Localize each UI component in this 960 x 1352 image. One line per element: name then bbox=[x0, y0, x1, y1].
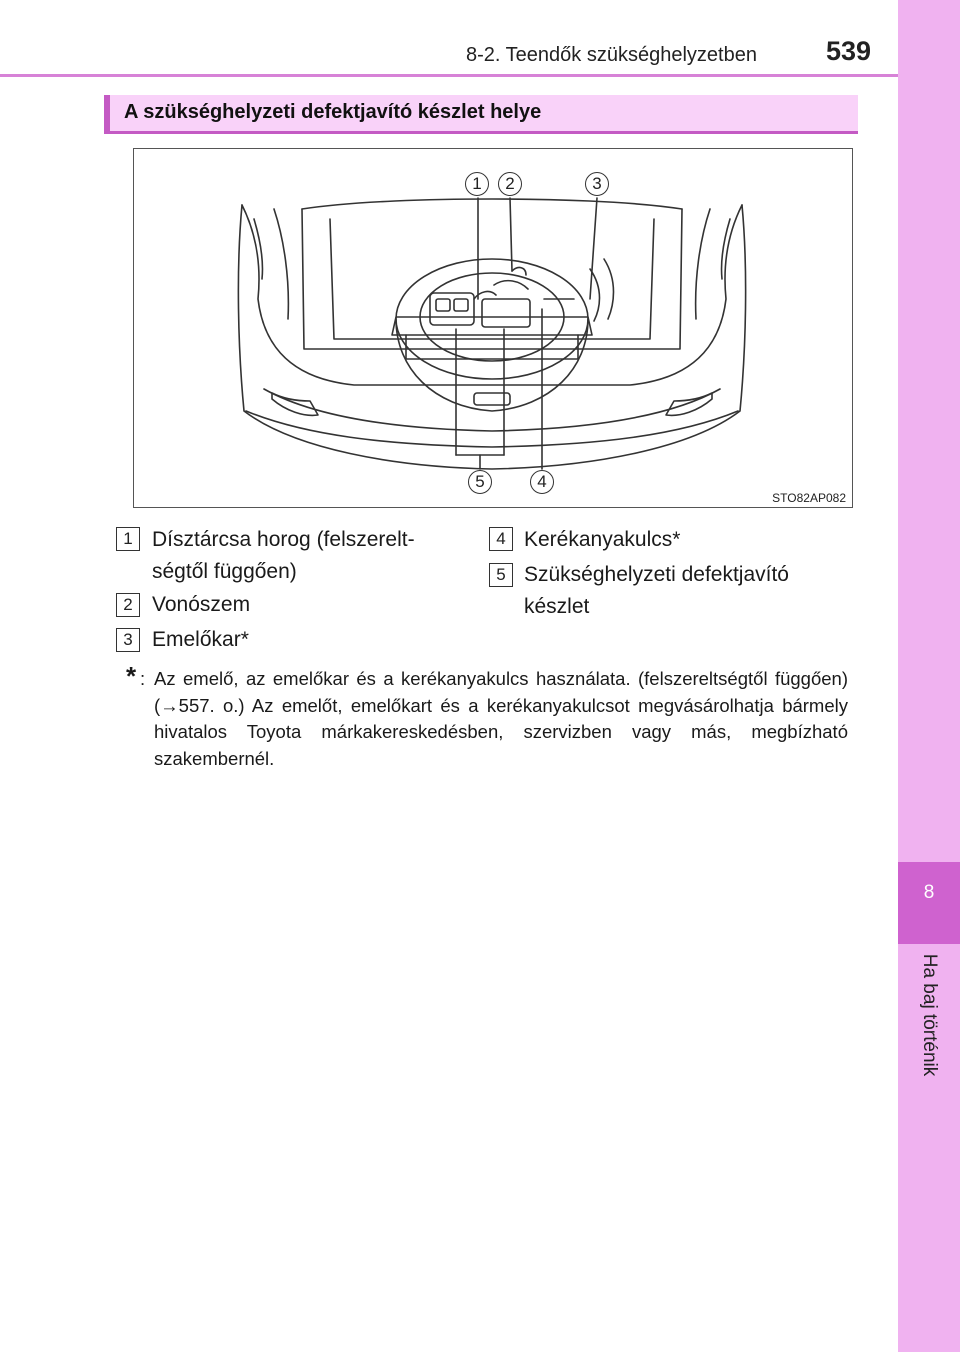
header-divider bbox=[0, 74, 898, 77]
figure-callout-3: 3 bbox=[585, 172, 609, 196]
subsection-heading-text: A szükséghelyzeti defektjavító készlet helye bbox=[124, 101, 542, 123]
legend-item-5-line2: készlet bbox=[524, 595, 590, 618]
legend-item-5 bbox=[524, 559, 789, 623]
footnote-text: Az emelő, az emelőkar és a kerékanyakulcs használata. (felszereltségtől függően) (→557. o.) Az emelőt, emelőkart és a kerékanyakulcsot megvásárolhatja bármely hivatalos Toyota márkakereskedésben, szervizben vagy más, megbízható szakembernél. bbox=[154, 668, 848, 769]
figure-callout-5: 5 bbox=[468, 470, 492, 494]
legend-item-1-line1: Dísztárcsa horog (felszerelt- bbox=[152, 528, 415, 551]
legend-item-3: Emelőkar* bbox=[152, 628, 249, 651]
page-number: 539 bbox=[826, 36, 872, 66]
legend-number-2: 2 bbox=[116, 593, 140, 617]
legend-number-3: 3 bbox=[116, 628, 140, 652]
legend-item-5-line1: Szükséghelyzeti defektjavító bbox=[524, 563, 789, 586]
subsection-heading bbox=[104, 95, 858, 134]
legend-item-1-line2: ségtől függően) bbox=[152, 560, 297, 583]
section-title: 8-2. Teendők szükséghelyzetben bbox=[466, 44, 757, 66]
chapter-title: Ha baj történik bbox=[919, 953, 940, 1077]
legend-item-4: Kerékanyakulcs* bbox=[524, 528, 681, 551]
figure-callout-4: 4 bbox=[530, 470, 554, 494]
figure-code: STO82AP082 bbox=[772, 491, 846, 505]
legend-number-4: 4 bbox=[489, 527, 513, 551]
footnote-colon: : bbox=[140, 668, 146, 689]
footnote-marker: * bbox=[126, 661, 137, 691]
footnote bbox=[126, 661, 848, 772]
chapter-sidebar bbox=[898, 0, 960, 1352]
car-trunk-illustration-icon bbox=[134, 149, 852, 507]
chapter-number[interactable]: 8 bbox=[923, 882, 935, 903]
legend-item-2: Vonószem bbox=[152, 593, 251, 616]
figure-callout-1: 1 bbox=[465, 172, 489, 196]
legend-number-5: 5 bbox=[489, 563, 513, 587]
legend-number-1: 1 bbox=[116, 527, 140, 551]
figure bbox=[133, 148, 853, 508]
legend-item-1 bbox=[152, 524, 415, 588]
figure-callout-2: 2 bbox=[498, 172, 522, 196]
